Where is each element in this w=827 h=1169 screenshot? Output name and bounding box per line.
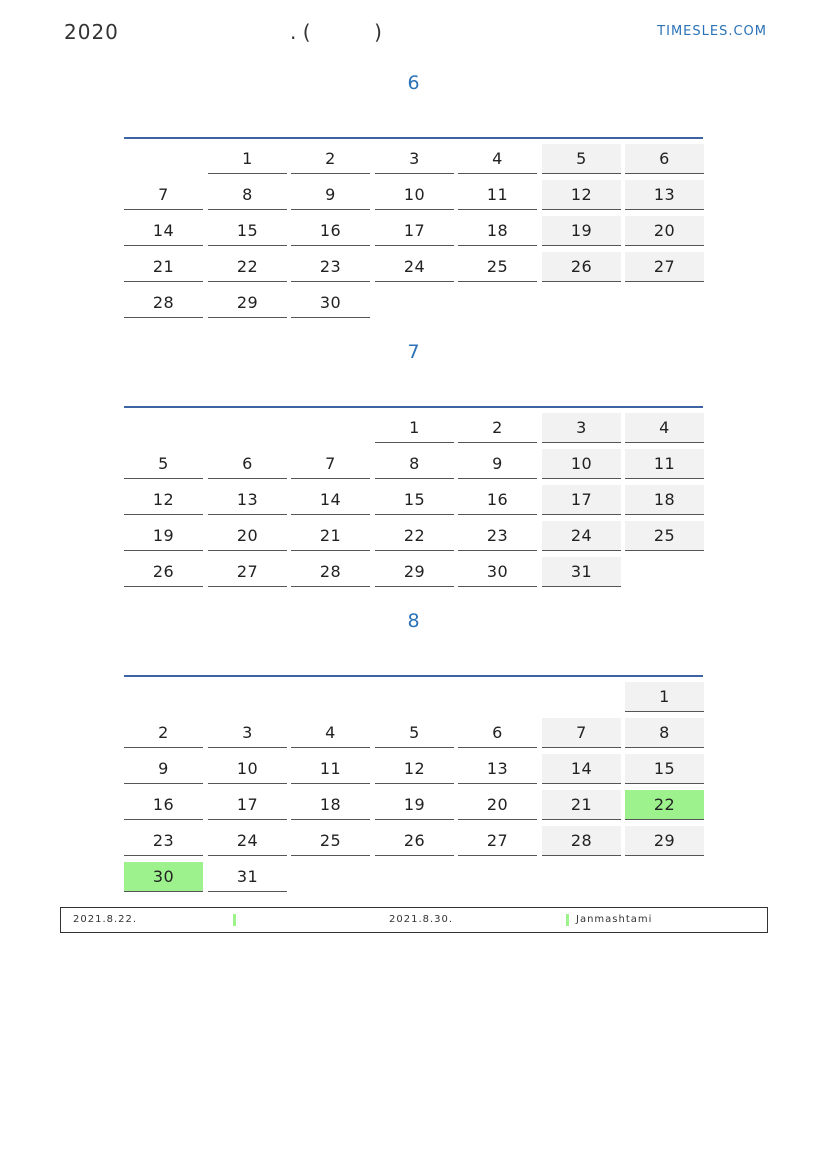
day-cell: 12 — [124, 485, 203, 515]
day-cell: 6 — [458, 718, 537, 748]
day-cell: 10 — [542, 449, 621, 479]
day-cell: 12 — [542, 180, 621, 210]
day-cell: 25 — [625, 521, 704, 551]
day-cell: 26 — [375, 826, 454, 856]
day-cell: 3 — [375, 144, 454, 174]
month-rule — [124, 675, 703, 677]
day-cell: 20 — [458, 790, 537, 820]
day-cell: 5 — [375, 718, 454, 748]
day-cell: 27 — [625, 252, 704, 282]
header-subtitle: . ( ) — [290, 20, 382, 44]
day-cell: 3 — [542, 413, 621, 443]
month-title-june: 6 — [407, 72, 420, 94]
day-cell: 17 — [375, 216, 454, 246]
day-cell: 4 — [625, 413, 704, 443]
day-cell: 18 — [291, 790, 370, 820]
day-cell: 26 — [124, 557, 203, 587]
legend-date-1: 2021.8.22. — [73, 914, 138, 925]
day-cell: 2 — [291, 144, 370, 174]
day-cell: 2 — [124, 718, 203, 748]
day-cell: 28 — [124, 288, 203, 318]
day-cell: 16 — [291, 216, 370, 246]
day-cell: 24 — [375, 252, 454, 282]
day-cell: 12 — [375, 754, 454, 784]
header-year: 2020 — [64, 20, 119, 44]
day-cell: 30 — [124, 862, 203, 892]
month-rule — [124, 406, 703, 408]
day-cell: 29 — [208, 288, 287, 318]
day-cell: 5 — [124, 449, 203, 479]
day-cell: 10 — [208, 754, 287, 784]
day-cell: 29 — [375, 557, 454, 587]
day-cell: 24 — [542, 521, 621, 551]
day-cell: 2 — [458, 413, 537, 443]
day-cell: 27 — [208, 557, 287, 587]
month-title-august: 8 — [407, 610, 420, 632]
day-cell: 10 — [375, 180, 454, 210]
day-cell: 25 — [291, 826, 370, 856]
day-cell: 16 — [124, 790, 203, 820]
day-cell: 21 — [124, 252, 203, 282]
day-cell: 28 — [291, 557, 370, 587]
day-cell: 4 — [458, 144, 537, 174]
day-cell: 30 — [458, 557, 537, 587]
day-cell: 24 — [208, 826, 287, 856]
day-cell: 23 — [458, 521, 537, 551]
legend-date-2: 2021.8.30. — [389, 914, 454, 925]
day-cell: 13 — [625, 180, 704, 210]
day-cell: 23 — [291, 252, 370, 282]
day-cell: 1 — [625, 682, 704, 712]
day-cell: 7 — [124, 180, 203, 210]
day-cell: 22 — [375, 521, 454, 551]
day-cell: 1 — [208, 144, 287, 174]
day-cell: 19 — [124, 521, 203, 551]
day-cell: 1 — [375, 413, 454, 443]
day-cell: 30 — [291, 288, 370, 318]
day-cell: 7 — [291, 449, 370, 479]
day-cell: 17 — [208, 790, 287, 820]
day-cell: 7 — [542, 718, 621, 748]
legend-color-mark — [566, 914, 569, 926]
day-cell: 9 — [458, 449, 537, 479]
holiday-legend — [60, 907, 768, 933]
legend-color-mark — [233, 914, 236, 926]
day-cell: 27 — [458, 826, 537, 856]
day-cell: 25 — [458, 252, 537, 282]
brand-link[interactable]: TIMESLES.COM — [657, 24, 767, 39]
day-cell: 11 — [458, 180, 537, 210]
day-cell: 9 — [291, 180, 370, 210]
day-cell: 18 — [625, 485, 704, 515]
day-cell: 6 — [625, 144, 704, 174]
day-cell: 29 — [625, 826, 704, 856]
legend-holiday-name: Janmashtami — [576, 914, 653, 925]
day-cell: 14 — [124, 216, 203, 246]
day-cell: 20 — [625, 216, 704, 246]
day-cell: 22 — [625, 790, 704, 820]
day-cell: 9 — [124, 754, 203, 784]
day-cell: 8 — [375, 449, 454, 479]
day-cell: 16 — [458, 485, 537, 515]
day-cell: 6 — [208, 449, 287, 479]
month-rule — [124, 137, 703, 139]
day-cell: 14 — [542, 754, 621, 784]
day-cell: 15 — [375, 485, 454, 515]
day-cell: 5 — [542, 144, 621, 174]
day-cell: 3 — [208, 718, 287, 748]
day-cell: 8 — [625, 718, 704, 748]
day-cell: 21 — [291, 521, 370, 551]
day-cell: 15 — [208, 216, 287, 246]
day-cell: 23 — [124, 826, 203, 856]
day-cell: 15 — [625, 754, 704, 784]
day-cell: 28 — [542, 826, 621, 856]
day-cell: 11 — [625, 449, 704, 479]
day-cell: 13 — [208, 485, 287, 515]
day-cell: 14 — [291, 485, 370, 515]
day-cell: 11 — [291, 754, 370, 784]
day-cell: 20 — [208, 521, 287, 551]
day-cell: 31 — [542, 557, 621, 587]
day-cell: 31 — [208, 862, 287, 892]
day-cell: 18 — [458, 216, 537, 246]
day-cell: 21 — [542, 790, 621, 820]
day-cell: 22 — [208, 252, 287, 282]
day-cell: 19 — [375, 790, 454, 820]
day-cell: 17 — [542, 485, 621, 515]
month-title-july: 7 — [407, 341, 420, 363]
day-cell: 8 — [208, 180, 287, 210]
day-cell: 4 — [291, 718, 370, 748]
day-cell: 19 — [542, 216, 621, 246]
day-cell: 13 — [458, 754, 537, 784]
day-cell: 26 — [542, 252, 621, 282]
